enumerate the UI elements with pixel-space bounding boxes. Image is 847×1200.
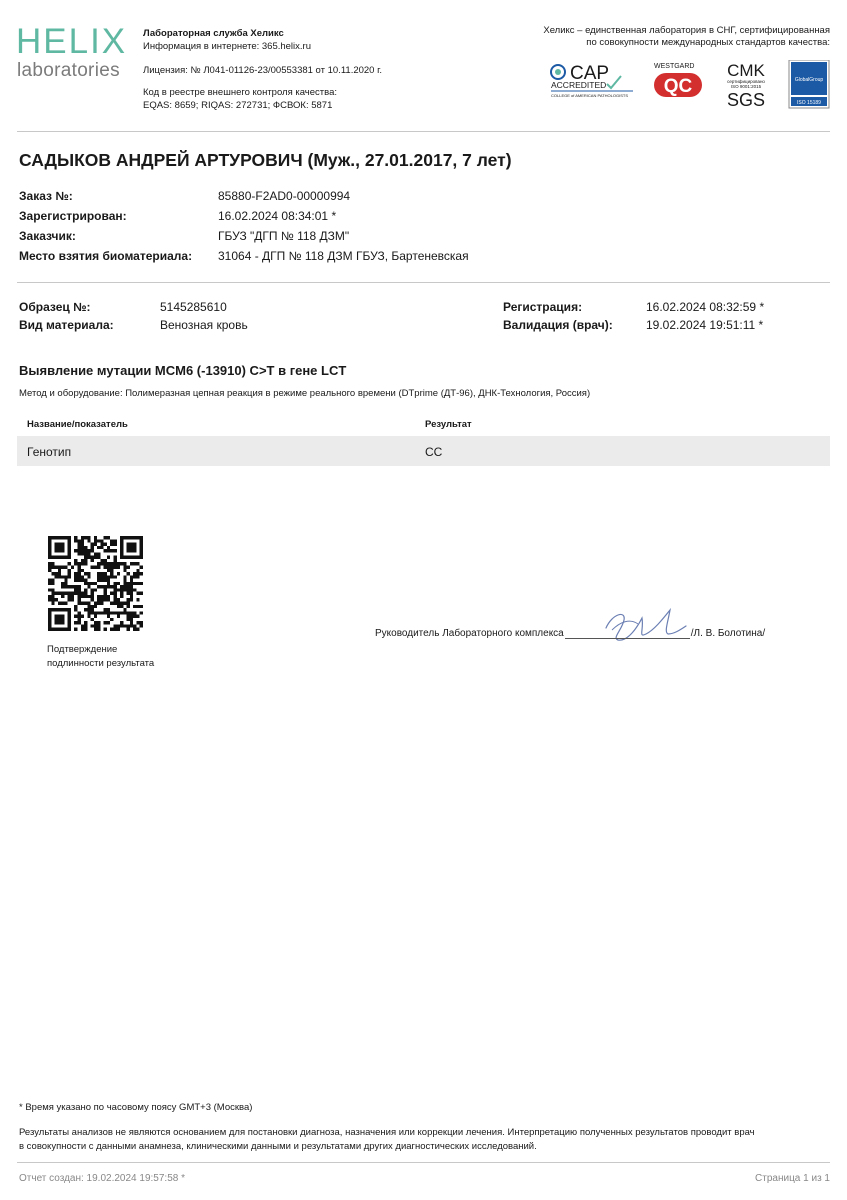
westgard-qc-text: QC [663, 76, 693, 97]
material-value: Венозная кровь [160, 318, 248, 332]
header-divider [17, 131, 830, 132]
page-number: Страница 1 из 1 [755, 1173, 830, 1184]
qc-code-line-2: EQAS: 8659; RIQAS: 272731; ФСВОК: 5871 [143, 100, 333, 111]
order-value: 85880-F2AD0-00000994 [218, 189, 351, 203]
signature-block [375, 628, 765, 639]
cap-sub-text: ACCREDITED [551, 80, 607, 90]
test-title: Выявление мутации MCM6 (-13910) C>T в гене LCT [19, 363, 347, 378]
registration-label: Регистрация: [503, 300, 583, 314]
cert-line-1: Хеликс – единственная лаборатория в СНГ, сертифицированная [543, 25, 830, 36]
validation-label: Валидация (врач): [503, 318, 613, 332]
timezone-note: * Время указано по часовому поясу GMT+3 (Москва) [19, 1102, 253, 1113]
cmk-iso-text: ISO 9001:2015 [730, 84, 762, 89]
qr-caption-line-2: подлинности результата [47, 658, 155, 669]
place-value: 31064 - ДГП № 118 ДЗМ ГБУЗ, Бартеневская [218, 249, 469, 263]
test-method: Метод и оборудование: Полимеразная цепная реакция в режиме реального времени (DTprime (ДТ-96), ДНК-Технология, Россия) [19, 388, 591, 399]
helix-logo-subtext: laboratories [17, 60, 120, 81]
global-group-text: GlobalGroup [794, 77, 824, 83]
disclaimer [19, 1126, 831, 1154]
qr-code[interactable] [48, 536, 143, 631]
helix-logo-text: HELIX [16, 22, 128, 61]
certification-logos [549, 60, 831, 110]
qc-code-line-1: Код в реестре внешнего контроля качества: [143, 87, 338, 98]
registration-value: 16.02.2024 08:32:59 * [646, 300, 765, 314]
website-line: Информация в интернете: 365.helix.ru [143, 41, 311, 52]
cert-line-2: по совокупности международных стандартов качества: [586, 37, 830, 48]
registered-label: Зарегистрирован: [19, 209, 127, 223]
sgs-text: SGS [726, 90, 766, 110]
disclaimer-line-1: Результаты анализов не являются основанием для постановки диагноза, назначения или коррекции лечения. Интерпретацию полученных результатов проводит врач [19, 1127, 755, 1138]
qr-caption [47, 643, 154, 671]
disclaimer-line-2: в совокупности с данными анамнеза, клиническими данными и результатами других диагностических исследований. [19, 1141, 537, 1152]
customer-label: Заказчик: [19, 229, 76, 243]
customer-value: ГБУЗ "ДГП № 118 ДЗМ" [218, 229, 350, 243]
place-label: Место взятия биоматериала: [19, 249, 193, 263]
service-name: Лабораторная служба Хеликс [143, 28, 284, 39]
cmk-text: CMK [727, 61, 765, 80]
sign-name: /Л. В. Болотина/ [690, 628, 766, 639]
patient-name: САДЫКОВ АНДРЕЙ АРТУРОВИЧ (Муж., 27.01.2017, 7 лет) [19, 150, 512, 170]
signature-line [565, 628, 690, 639]
lab-info [143, 27, 382, 112]
iso15189-text: ISO 15189 [797, 100, 821, 106]
certification-text [500, 25, 830, 49]
westgard-qc-logo [654, 63, 702, 97]
results-table-header [17, 417, 830, 435]
cmk-mid-text: сертифицировано [727, 79, 765, 84]
row-name: Генотип [27, 445, 72, 459]
qr-caption-line-1: Подтверждение [47, 644, 118, 655]
sign-title: Руководитель Лабораторного комплекса [375, 628, 564, 639]
row-result: CC [425, 445, 443, 459]
handwritten-signature [598, 604, 688, 646]
license-line: Лицензия: № Л041-01126-23/00553381 от 10.11.2020 г. [143, 65, 383, 76]
cap-main-text: CAP [570, 63, 610, 84]
sample-value: 5145285610 [160, 300, 227, 314]
order-divider [17, 282, 830, 283]
cap-small-text: COLLEGE of AMERICAN PATHOLOGISTS [551, 93, 628, 98]
table-row [17, 436, 830, 466]
order-label: Заказ №: [19, 189, 73, 203]
validation-value: 19.02.2024 19:51:11 * [646, 318, 764, 332]
cmk-sgs-logo [727, 61, 766, 110]
westgard-text: WESTGARD [654, 63, 695, 70]
report-created: Отчет создан: 19.02.2024 19:57:58 * [19, 1173, 185, 1184]
cap-accredited-logo [551, 63, 633, 98]
col-name-header: Название/показатель [27, 419, 128, 430]
material-label: Вид материала: [19, 318, 114, 332]
col-result-header: Результат [425, 419, 472, 430]
footer-divider [17, 1162, 830, 1163]
sample-label: Образец №: [19, 300, 91, 314]
registered-value: 16.02.2024 08:34:01 * [218, 209, 337, 223]
global-group-iso-logo [789, 60, 829, 108]
